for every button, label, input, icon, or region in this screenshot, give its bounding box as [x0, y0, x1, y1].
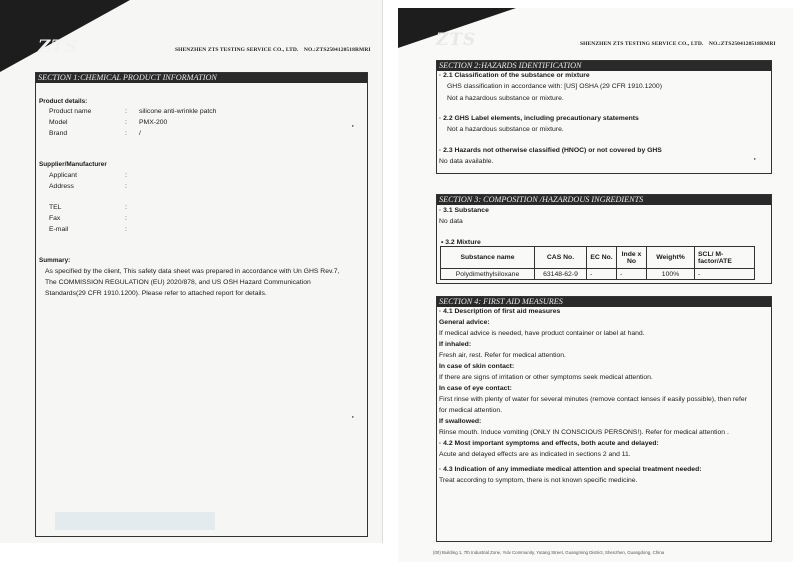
product-name-value: silicone anti-wrinkle patch: [139, 108, 217, 115]
corner-decoration: [0, 0, 130, 72]
colon: :: [125, 119, 127, 126]
table-cell: Polydimethylsiloxane: [441, 269, 535, 280]
section-4-3-text: Treat according to symptom, there is not known specific medicine.: [439, 477, 638, 484]
report-number: NO.:ZTS2504120518RMRI: [303, 47, 371, 53]
general-advice-heading: General advice:: [439, 319, 490, 326]
colon: :: [125, 130, 127, 137]
skin-contact-heading: In case of skin contact:: [439, 363, 515, 370]
section-4-3-heading: · 4.3 Indication of any immediate medical attention and special treatment needed:: [439, 466, 702, 473]
table-header-cell: CAS No.: [535, 247, 587, 269]
model-value: PMX-200: [139, 119, 168, 126]
address-label: Address: [49, 183, 74, 190]
eye-contact-text-2: for medical attention.: [439, 407, 503, 414]
scan-mark: ': [352, 416, 354, 423]
scan-mark: ': [352, 125, 354, 132]
table-cell: 63148-62-9: [535, 269, 587, 280]
zts-logo: ZTS: [436, 30, 477, 50]
mixture-table: [440, 246, 755, 280]
sds-page-1: [0, 0, 383, 543]
section-2-3-line-1: No data available.: [439, 158, 494, 165]
table-cell: -: [617, 269, 647, 280]
table-header-cell: EC No.: [587, 247, 617, 269]
colon: :: [125, 172, 127, 179]
product-name-label: Product name: [49, 108, 92, 115]
table-cell: -: [587, 269, 617, 280]
section-3-1-line-1: No data: [439, 218, 463, 225]
colon: :: [125, 215, 127, 222]
colon: :: [125, 108, 127, 115]
section-4-2-heading: · 4.2 Most important symptoms and effects, both acute and delayed:: [439, 440, 659, 447]
inhaled-heading: If inhaled:: [439, 341, 472, 348]
summary-line-1: As specified by the client, This safety data sheet was prepared in accordance with Un GHS Rev.7,: [45, 268, 340, 275]
section-2-2-heading: · 2.2 GHS Label elements, including precautionary statements: [439, 115, 639, 122]
section4-title: SECTION 4: FIRST AID MEASURES: [437, 297, 771, 307]
section-2-3-heading: · 2.3 Hazards not otherwise classified (HNOC) or not covered by GHS: [439, 147, 662, 154]
applicant-label: Applicant: [49, 172, 77, 179]
swallowed-heading: If swallowed:: [439, 418, 482, 425]
eye-contact-heading: In case of eye contact:: [439, 385, 512, 392]
colon: :: [125, 204, 127, 211]
section-3-1-heading: · 3.1 Substance: [439, 207, 489, 214]
section-2-2-line-1: Not a hazardous substance or mixture.: [447, 126, 564, 133]
colon: :: [125, 226, 127, 233]
email-label: E-mail: [49, 226, 69, 233]
brand-value: /: [139, 130, 141, 137]
swallowed-text: Rinse mouth. Induce vomiting (ONLY IN CONSCIOUS PERSONS!). Refer for medical attention .: [439, 429, 729, 436]
section1-box: [35, 72, 368, 537]
skin-contact-text: If there are signs of irritation or other symptoms seek medical attention.: [439, 374, 653, 381]
section-2-1-heading: · 2.1 Classification of the substance or mixture: [439, 72, 590, 79]
sds-page-2: [398, 8, 793, 562]
summary-heading: Summary:: [39, 257, 71, 264]
table-header-row: [441, 247, 755, 269]
inhaled-text: Fresh air, rest. Refer for medical attention.: [439, 352, 566, 359]
section2-title: SECTION 2:HAZARDS IDENTIFICATION: [437, 61, 771, 71]
section-2-1-line-1: GHS classification in accordance with: [US] OSHA (29 CFR 1910.1200): [447, 83, 662, 90]
section-4-1-heading: · 4.1 Description of first aid measures: [439, 308, 561, 315]
table-cell: -: [695, 269, 755, 280]
eye-contact-text-1: First rinse with plenty of water for several minutes (remove contact lenses if easily possible), then refer: [439, 396, 747, 403]
page-header: [175, 47, 375, 53]
zts-logo: ZTS: [38, 37, 79, 57]
scan-mark: ': [754, 158, 756, 165]
model-label: Model: [49, 119, 68, 126]
table-row: [441, 269, 755, 280]
brand-label: Brand: [49, 130, 68, 137]
page-footer: (00) Building 1, 7th Industrial Zone, Yulv Community, Yutang Street, Guangming District, Shenzhen, Guangdong, China: [433, 550, 665, 555]
product-details-heading: Product details:: [39, 98, 88, 105]
fax-label: Fax: [49, 215, 61, 222]
company-name: SHENZHEN ZTS TESTING SERVICE CO., LTD.: [580, 41, 704, 47]
company-name: SHENZHEN ZTS TESTING SERVICE CO., LTD.: [175, 47, 299, 53]
tel-label: TEL: [49, 204, 62, 211]
section-2-1-line-2: Not a hazardous substance or mixture.: [447, 95, 564, 102]
summary-line-2: The COMMISSION REGULATION (EU) 2020/878, and US OSH Hazard Communication: [45, 279, 311, 286]
table-header-cell: Substance name: [441, 247, 535, 269]
page-header: [580, 41, 780, 47]
scan-smudge: [55, 512, 215, 530]
section-3-2-heading: • 3.2 Mixture: [441, 239, 481, 246]
section1-title: SECTION 1:CHEMICAL PRODUCT INFORMATION: [36, 73, 367, 83]
table-header-cell: Inde x No: [617, 247, 647, 269]
section-4-2-text: Acute and delayed effects are as indicated in sections 2 and 11.: [439, 451, 631, 458]
table-header-cell: Weight%: [647, 247, 695, 269]
table-header-cell: SCL/ M-factor/ATE: [695, 247, 755, 269]
table-cell: 100%: [647, 269, 695, 280]
colon: :: [125, 183, 127, 190]
section3-title: SECTION 3: COMPOSITION /HAZARDOUS INGREDIENTS: [437, 195, 771, 205]
supplier-heading: Supplier/Manufacturer: [39, 161, 107, 168]
report-number: NO.:ZTS2504120518RMRI: [708, 41, 776, 47]
summary-line-3: Standards(29 CFR 1910.1200). Please refer to attached report for details.: [45, 290, 267, 297]
general-advice-text: If medical advice is needed, have product container or label at hand.: [439, 330, 645, 337]
